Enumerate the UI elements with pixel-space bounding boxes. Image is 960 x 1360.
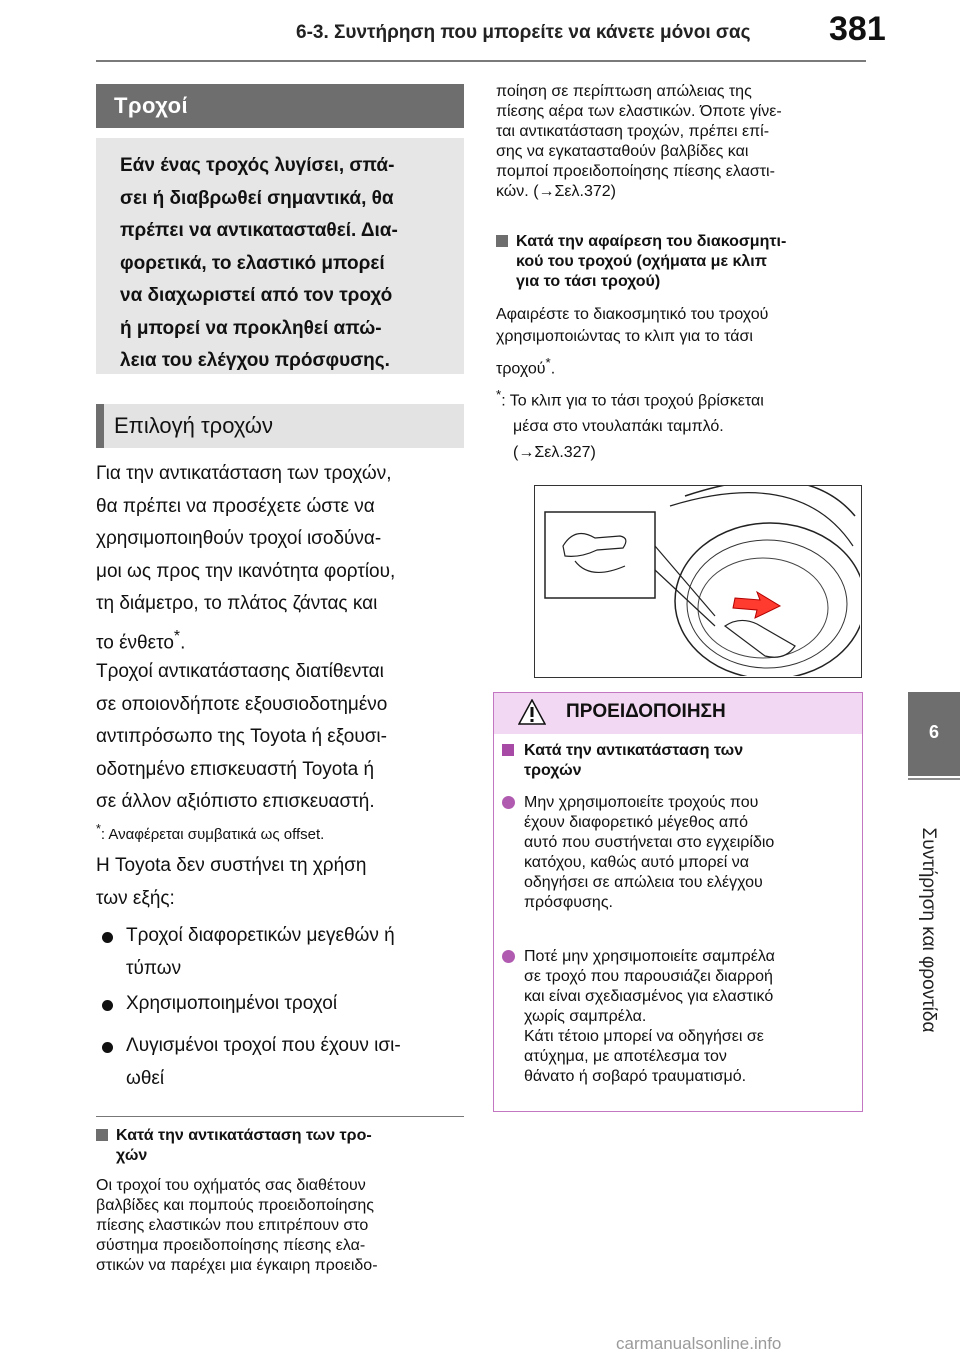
bullet-dot xyxy=(102,932,113,943)
text-line: χρησιμοποιώντας το κλιπ για το τάσι xyxy=(496,328,753,345)
paragraph-wheel-selection xyxy=(96,458,466,659)
chapter-label xyxy=(904,800,952,1060)
text-line: μέσα στο ντουλαπάκι ταμπλό. xyxy=(513,418,724,436)
text-line: τροχών xyxy=(524,762,582,779)
intro-line: ή μπορεί να προκληθεί απώ- xyxy=(120,317,382,339)
footnote-text: : Αναφέρεται συμβατικά ως offset. xyxy=(100,826,325,843)
chapter-label-text: Συντήρηση και φροντίδα xyxy=(918,827,939,1033)
text-line: χωρίς σαμπρέλα. xyxy=(524,1008,647,1025)
text-line: χών xyxy=(116,1147,148,1164)
text-line: για το τάσι τροχού) xyxy=(516,273,661,290)
footnote-marker: * xyxy=(545,355,551,370)
text-line: Λυγισμένοι τροχοί που έχουν ισι- xyxy=(126,1035,401,1056)
text-line: μοι ως προς την ικανότητα φορτίου, xyxy=(96,560,396,582)
paragraph-replacement-availability xyxy=(96,656,466,819)
wheel-ornament-drawing xyxy=(535,486,860,676)
text-line: Οι τροχοί του οχήματός σας διαθέτουν xyxy=(96,1177,366,1194)
text-line: τύπων xyxy=(126,957,182,979)
text-line: οδηγήσει σε απώλεια του ελέγχου xyxy=(524,874,763,891)
intro-line: φορετικά, το ελαστικό μπορεί xyxy=(120,252,385,274)
header-rule xyxy=(96,60,866,62)
text-line: πίεσης αέρα των ελαστικών. Όποτε γίνε- xyxy=(496,103,782,120)
text-line: σε οποιονδήποτε εξουσιοδοτημένο xyxy=(96,693,388,715)
text-line: πρόσφυσης. xyxy=(524,894,613,911)
paragraph-ornament-removal xyxy=(496,304,866,380)
bullet-dot xyxy=(102,1000,113,1011)
text-line: Για την αντικατάσταση των τροχών, xyxy=(96,463,392,484)
page-reference-372[interactable]: κών. (→Σελ.372) xyxy=(496,183,617,200)
chapter-number: 6 xyxy=(928,722,939,742)
period: . xyxy=(180,631,186,653)
paragraph-tpms-continued xyxy=(496,82,866,202)
circle-bullet xyxy=(502,950,515,963)
wheel-ornament-illustration xyxy=(534,485,862,678)
text-line: Χρησιμοποιημένοι τροχοί xyxy=(126,993,338,1014)
text-fragment: : Το κλιπ για το τάσι τροχού βρίσκεται xyxy=(501,392,764,410)
text-line: στικών να παρέχει μια έγκαιρη προειδο- xyxy=(96,1257,378,1274)
text-line xyxy=(496,382,866,414)
intro-box xyxy=(96,138,464,374)
bullet-item xyxy=(96,1030,466,1095)
page-number: 381 xyxy=(829,10,886,48)
intro-line: να διαχωριστεί από τον τροχό xyxy=(120,285,393,306)
text-line: Τροχοί αντικατάστασης διατίθενται xyxy=(96,661,384,682)
text-line: ωθεί xyxy=(126,1067,165,1089)
text-line: κατόχου, καθώς αυτό μπορεί να xyxy=(524,854,750,871)
text-line: σε τροχό που παρουσιάζει διαρροή xyxy=(524,968,773,985)
footnote-marker: * xyxy=(173,627,181,645)
divider xyxy=(96,1116,464,1117)
text-line: σης να εγκατασταθούν βαλβίδες και xyxy=(496,143,749,160)
circle-bullet xyxy=(502,796,515,809)
text-line: ποίηση σε περίπτωση απώλειας της xyxy=(496,83,752,100)
footnote-offset xyxy=(96,818,466,846)
text-line: και είναι σχεδιασμένος για ελαστικό xyxy=(524,988,774,1005)
subsection-title-wheel-selection: Επιλογή τροχών xyxy=(96,404,464,448)
section-title-wheels: Τροχοί xyxy=(96,84,464,128)
text-line: χρησιμοποιηθούν τροχοί ισοδύνα- xyxy=(96,528,382,549)
bullet-item xyxy=(96,988,466,1021)
warning-box xyxy=(493,692,863,1112)
square-bullet xyxy=(502,744,514,756)
text-line xyxy=(96,621,466,660)
warning-subheading xyxy=(502,741,842,781)
paragraph-not-recommended xyxy=(96,850,466,915)
text-line: Αφαιρέστε το διακοσμητικό του τροχού xyxy=(496,306,769,323)
text-line: θάνατο ή σοβαρό τραυματισμό. xyxy=(524,1068,747,1085)
intro-line: Εάν ένας τροχός λυγίσει, σπά- xyxy=(120,155,395,176)
text-line xyxy=(496,352,866,380)
text-fragment: το ένθετο xyxy=(96,631,174,653)
bullet-item xyxy=(96,920,466,985)
square-bullet xyxy=(96,1129,108,1141)
text-line: Κάτι τέτοιο μπορεί να οδηγήσει σε xyxy=(524,1028,764,1045)
text-line: οδοτημένο επισκευαστή Toyota ή xyxy=(96,758,375,780)
text-line: θα πρέπει να προσέχετε ώστε να xyxy=(96,495,375,517)
text-line: σύστημα προειδοποίησης πίεσης ελα- xyxy=(96,1237,366,1254)
warning-item xyxy=(502,793,847,913)
text-line: Ποτέ μην χρησιμοποιείτε σαμπρέλα xyxy=(524,948,775,965)
text-line: ται αντικατάσταση τροχών, πρέπει επί- xyxy=(496,123,770,140)
text-line: ατύχημα, με αποτέλεσμα τον xyxy=(524,1048,727,1065)
text-line: αντιπρόσωπο της Toyota ή εξουσι- xyxy=(96,726,387,747)
text-line: των εξής: xyxy=(96,887,175,909)
warning-triangle-icon xyxy=(518,699,546,725)
text-line: αυτό που συστήνεται στο εγχειρίδιο xyxy=(524,834,775,851)
warning-title: ΠΡΟΕΙΔΟΠΟΙΗΣΗ xyxy=(566,701,726,722)
bullet-dot xyxy=(102,1042,113,1053)
intro-line: σει ή διαβρωθεί σημαντικά, θα xyxy=(120,187,394,209)
page-reference-327[interactable]: (→Σελ.327) xyxy=(513,444,596,462)
footnote-marker: * xyxy=(496,387,502,402)
warning-item xyxy=(502,947,847,1087)
chapter-tab-divider xyxy=(908,778,960,780)
intro-line: πρέπει να αντικατασταθεί. Δια- xyxy=(120,220,398,241)
warning-header xyxy=(494,693,862,734)
text-line: έχουν διαφορετικό μέγεθος από xyxy=(524,814,749,831)
text-line: Μην χρησιμοποιείτε τροχούς που xyxy=(524,794,759,811)
text-line: Τροχοί διαφορετικών μεγεθών ή xyxy=(126,925,395,946)
footnote-clip-location xyxy=(496,382,866,466)
text-line: Κατά την αντικατάσταση των xyxy=(524,742,744,759)
text-line: Κατά την αντικατάσταση των τρο- xyxy=(116,1127,372,1144)
text-line: σε άλλον αξιόπιστο επισκευαστή. xyxy=(96,791,375,812)
text-line: πομποί προειδοποίησης πίεσης ελαστι- xyxy=(496,163,775,180)
text-line: Κατά την αφαίρεση του διακοσμητι- xyxy=(516,233,787,250)
text-line: τη διάμετρο, το πλάτος ζάντας και xyxy=(96,593,378,614)
subheading-ornament-removal xyxy=(496,232,866,292)
paragraph-tpms-valves xyxy=(96,1176,466,1276)
watermark: carmanualsonline.info xyxy=(616,1334,782,1353)
footnote-marker: * xyxy=(96,822,101,836)
text-line: Η Toyota δεν συστήνει τη χρήση xyxy=(96,855,367,876)
intro-line: λεια του ελέγχου πρόσφυσης. xyxy=(120,350,390,371)
text-line: βαλβίδες και πομπούς προειδοποίησης xyxy=(96,1197,374,1214)
running-header-title: 6-3. Συντήρηση που μπορείτε να κάνετε μόνοι σας xyxy=(296,22,751,43)
text-line: κού του τροχού (οχήματα με κλιπ xyxy=(516,253,767,270)
subheading-replacement xyxy=(96,1126,466,1166)
text-fragment: τροχού xyxy=(496,360,546,378)
period: . xyxy=(550,360,556,378)
square-bullet xyxy=(496,235,508,247)
text-line: πίεσης ελαστικών που επιτρέπουν στο xyxy=(96,1217,369,1234)
